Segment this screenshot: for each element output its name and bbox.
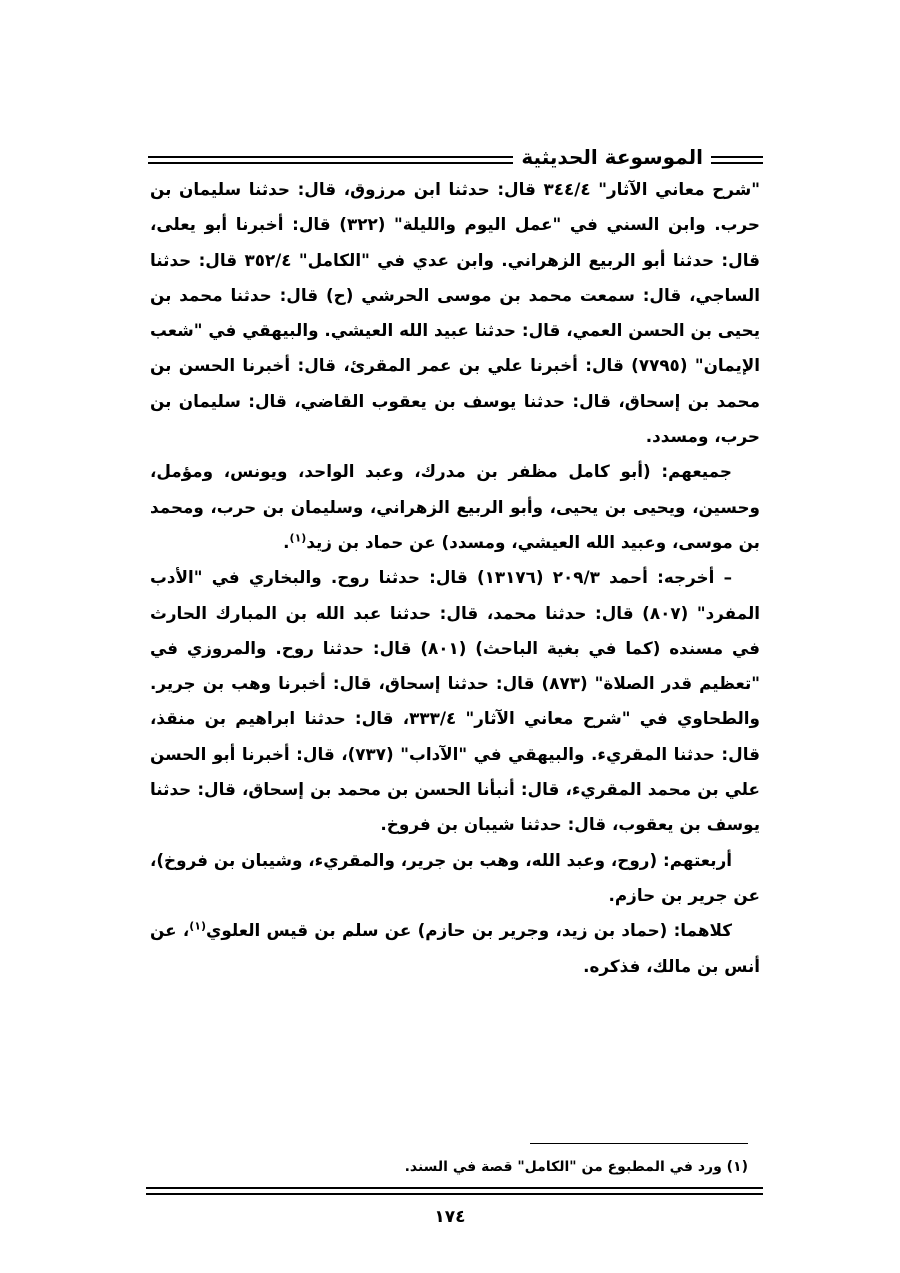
paragraph-2-text: جميعهم: (أبو كامل مظفر بن مدرك، وعبد الواحد، ويونس، ومؤمل، وحسين، ويحيى بن يحيى، وأبو الربيع الزهراني، وسليمان بن حرب، ومحمد بن موسى، وعبيد الله العيشي، ومسدد) عن حماد بن زيد	[150, 461, 760, 552]
footnote-separator	[530, 1143, 748, 1144]
footnote: (١) ورد في المطبوع من "الكامل" قصة في السند.	[404, 1159, 748, 1175]
footnote-ref-2[interactable]: (١)	[189, 919, 206, 933]
paragraph-4: أربعتهم: (روح، وعبد الله، وهب بن جرير، والمقريء، وشيبان بن فروخ)، عن جرير بن حازم.	[150, 849, 760, 905]
main-text	[150, 172, 760, 984]
paragraph-5	[150, 913, 760, 984]
header-title: الموسوعة الحديثية	[513, 142, 711, 172]
paragraph-2-end: .	[283, 531, 290, 552]
paragraph-5-text: كلاهما: (حماد بن زيد، وجرير بن حازم) عن سلم بن قيس العلوي	[205, 920, 732, 941]
paragraph-1: "شرح معاني الآثار" ٣٤٤/٤ قال: حدثنا ابن مرزوق، قال: حدثنا سليمان بن حرب. وابن السني في "عمل اليوم والليلة" (٣٢٢) قال: أخبرنا أبو يعلى، قال: حدثنا أبو الربيع الزهراني. وابن عدي في "الكامل" ٣٥٢/٤ قال: حدثنا الساجي، قال: سمعت محمد بن موسى الحرشي (ح) قال: حدثنا محمد بن يحيى بن الحسن العمي، قال: حدثنا عبيد الله العيشي. والبيهقي في "شعب الإيمان" (٧٧٩٥) قال: أخبرنا علي بن عمر المقرئ، قال: أخبرنا الحسن بن محمد بن إسحاق، قال: حدثنا يوسف بن يعقوب القاضي، قال: سليمان بن حرب، ومسدد.	[150, 179, 760, 447]
footer-double-rule	[146, 1187, 763, 1195]
page-number: ١٧٤	[434, 1207, 466, 1227]
paragraph-5-end: ، عن أنس بن مالك، فذكره.	[150, 920, 760, 976]
footnote-ref-1[interactable]: (١)	[289, 531, 307, 545]
paragraph-3: – أخرجه: أحمد ٢٠٩/٣ (١٣١٧٦) قال: حدثنا روح. والبخاري في "الأدب المفرد" (٨٠٧) قال: حدثنا محمد، قال: حدثنا عبد الله بن المبارك الحارث في مسنده (كما في بغية الباحث) (٨٠١) قال: حدثنا روح. والمروزي في "تعظيم قدر الصلاة" (٨٧٣) قال: حدثنا إسحاق، قال: أخبرنا وهب بن جرير. والطحاوي في "شرح معاني الآثار" ٣٣٣/٤، قال: حدثنا ابراهيم بن منقذ، قال: حدثنا المقريء. والبيهقي في "الآداب" (٧٣٧)، قال: أخبرنا أبو الحسن علي بن محمد المقريء، قال: أنبأنا الحسن بن محمد بن إسحاق، قال: حدثنا يوسف بن يعقوب، قال: حدثنا شيبان بن فروخ.	[150, 567, 761, 835]
page-header	[148, 142, 763, 172]
paragraph-2	[150, 454, 760, 560]
